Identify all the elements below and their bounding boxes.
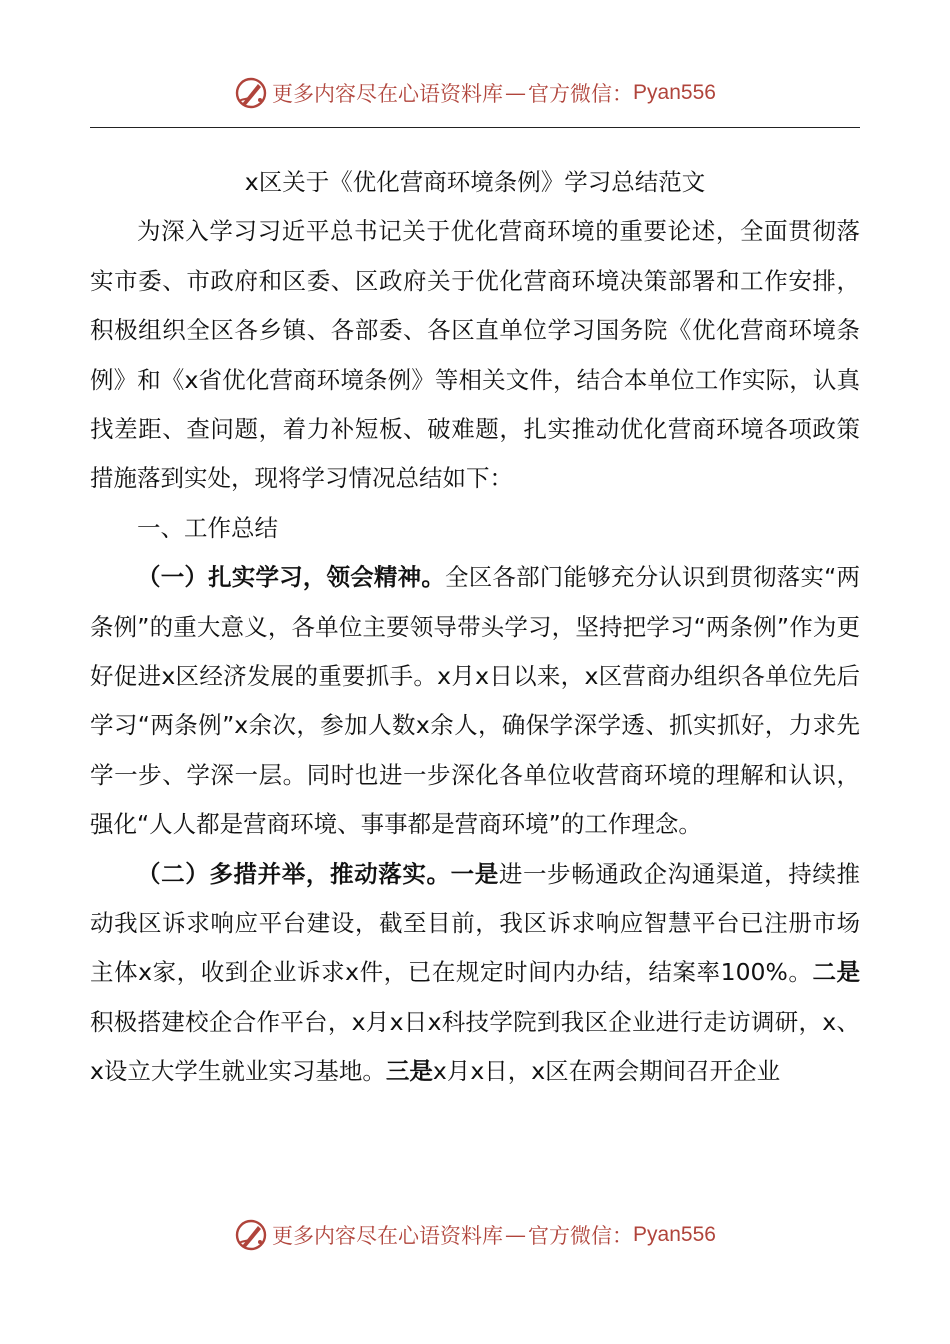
watermark-banner-top: [0, 71, 950, 115]
subsection-1-heading: （一）扎实学习，领会精神。: [137, 563, 446, 592]
subsection-2-heading: （二）多措并举，推动落实。: [137, 859, 451, 888]
point-1-text: 进一步畅通政企沟通渠道，持续推动我区诉求响应平台建设，截至目前，我区诉求响应智慧平台已注册市场主体x家，收到企业诉求x件，已在规定时间内办结，结案率100%。: [90, 859, 861, 987]
section-heading: 一、工作总结: [137, 513, 278, 542]
watermark-wechat-id: Pyan556: [633, 81, 716, 104]
watermark-separator: —: [505, 1223, 527, 1247]
header-rule: [90, 127, 860, 128]
point-2-label: 二是: [812, 958, 861, 987]
intro-paragraph: 为深入学习习近平总书记关于优化营商环境的重要论述，全面贯彻落实市委、市政府和区委、区政府关于优化营商环境决策部署和工作安排，积极组织全区各乡镇、各部委、各区直单位学习国务院《优化营商环境条例》和《x省优化营商环境条例》等相关文件，结合本单位工作实际，认真找差距、查问题，着力补短板、破难题，扎实推动优化营商环境各项政策措施落到实处，现将学习情况总结如下：: [90, 217, 860, 493]
document-title: x区关于《优化营商环境条例》学习总结范文: [244, 168, 706, 196]
watermark-label: 官方微信：: [528, 82, 634, 106]
subsection-1: [90, 553, 860, 849]
watermark-banner-bottom: [0, 1213, 950, 1257]
subsection-2: [90, 850, 860, 1097]
subsection-1-body: 全区各部门能够充分认识到贯彻落实“两条例”的重大意义，各单位主要领导带头学习，坚持把学习“两条例”作为更好促进x区经济发展的重要抓手。x月x日以来，x区营商办组织各单位先后学习“两条例”x余次，参加人数x余人，确保学深学透、抓实抓好，力求先学一步、学深一层。同时也进一步深化各单位收营商环境的理解和认识，强化“人人都是营商环境、事事都是营商环境”的工作理念。: [90, 563, 860, 839]
point-1-label: 一是: [450, 859, 499, 888]
point-2-text: 积极搭建校企合作平台，x月x日x科技学院到我区企业进行走访调研，x、x设立大学生就业实习基地。: [90, 1007, 860, 1086]
watermark-text: 更多内容尽在心语资料库: [272, 1224, 504, 1248]
point-3-label: 三是: [385, 1057, 433, 1086]
point-3-text: x月x日，x区在两会期间召开企业: [432, 1057, 781, 1086]
watermark-separator: —: [505, 81, 527, 105]
quill-pen-logo-icon: [234, 1218, 268, 1252]
document-body: [90, 158, 860, 1097]
watermark-label: 官方微信：: [528, 1224, 634, 1248]
watermark-wechat-id: Pyan556: [633, 1223, 716, 1246]
watermark-text: 更多内容尽在心语资料库: [272, 82, 504, 106]
quill-pen-logo-icon: [234, 76, 268, 110]
